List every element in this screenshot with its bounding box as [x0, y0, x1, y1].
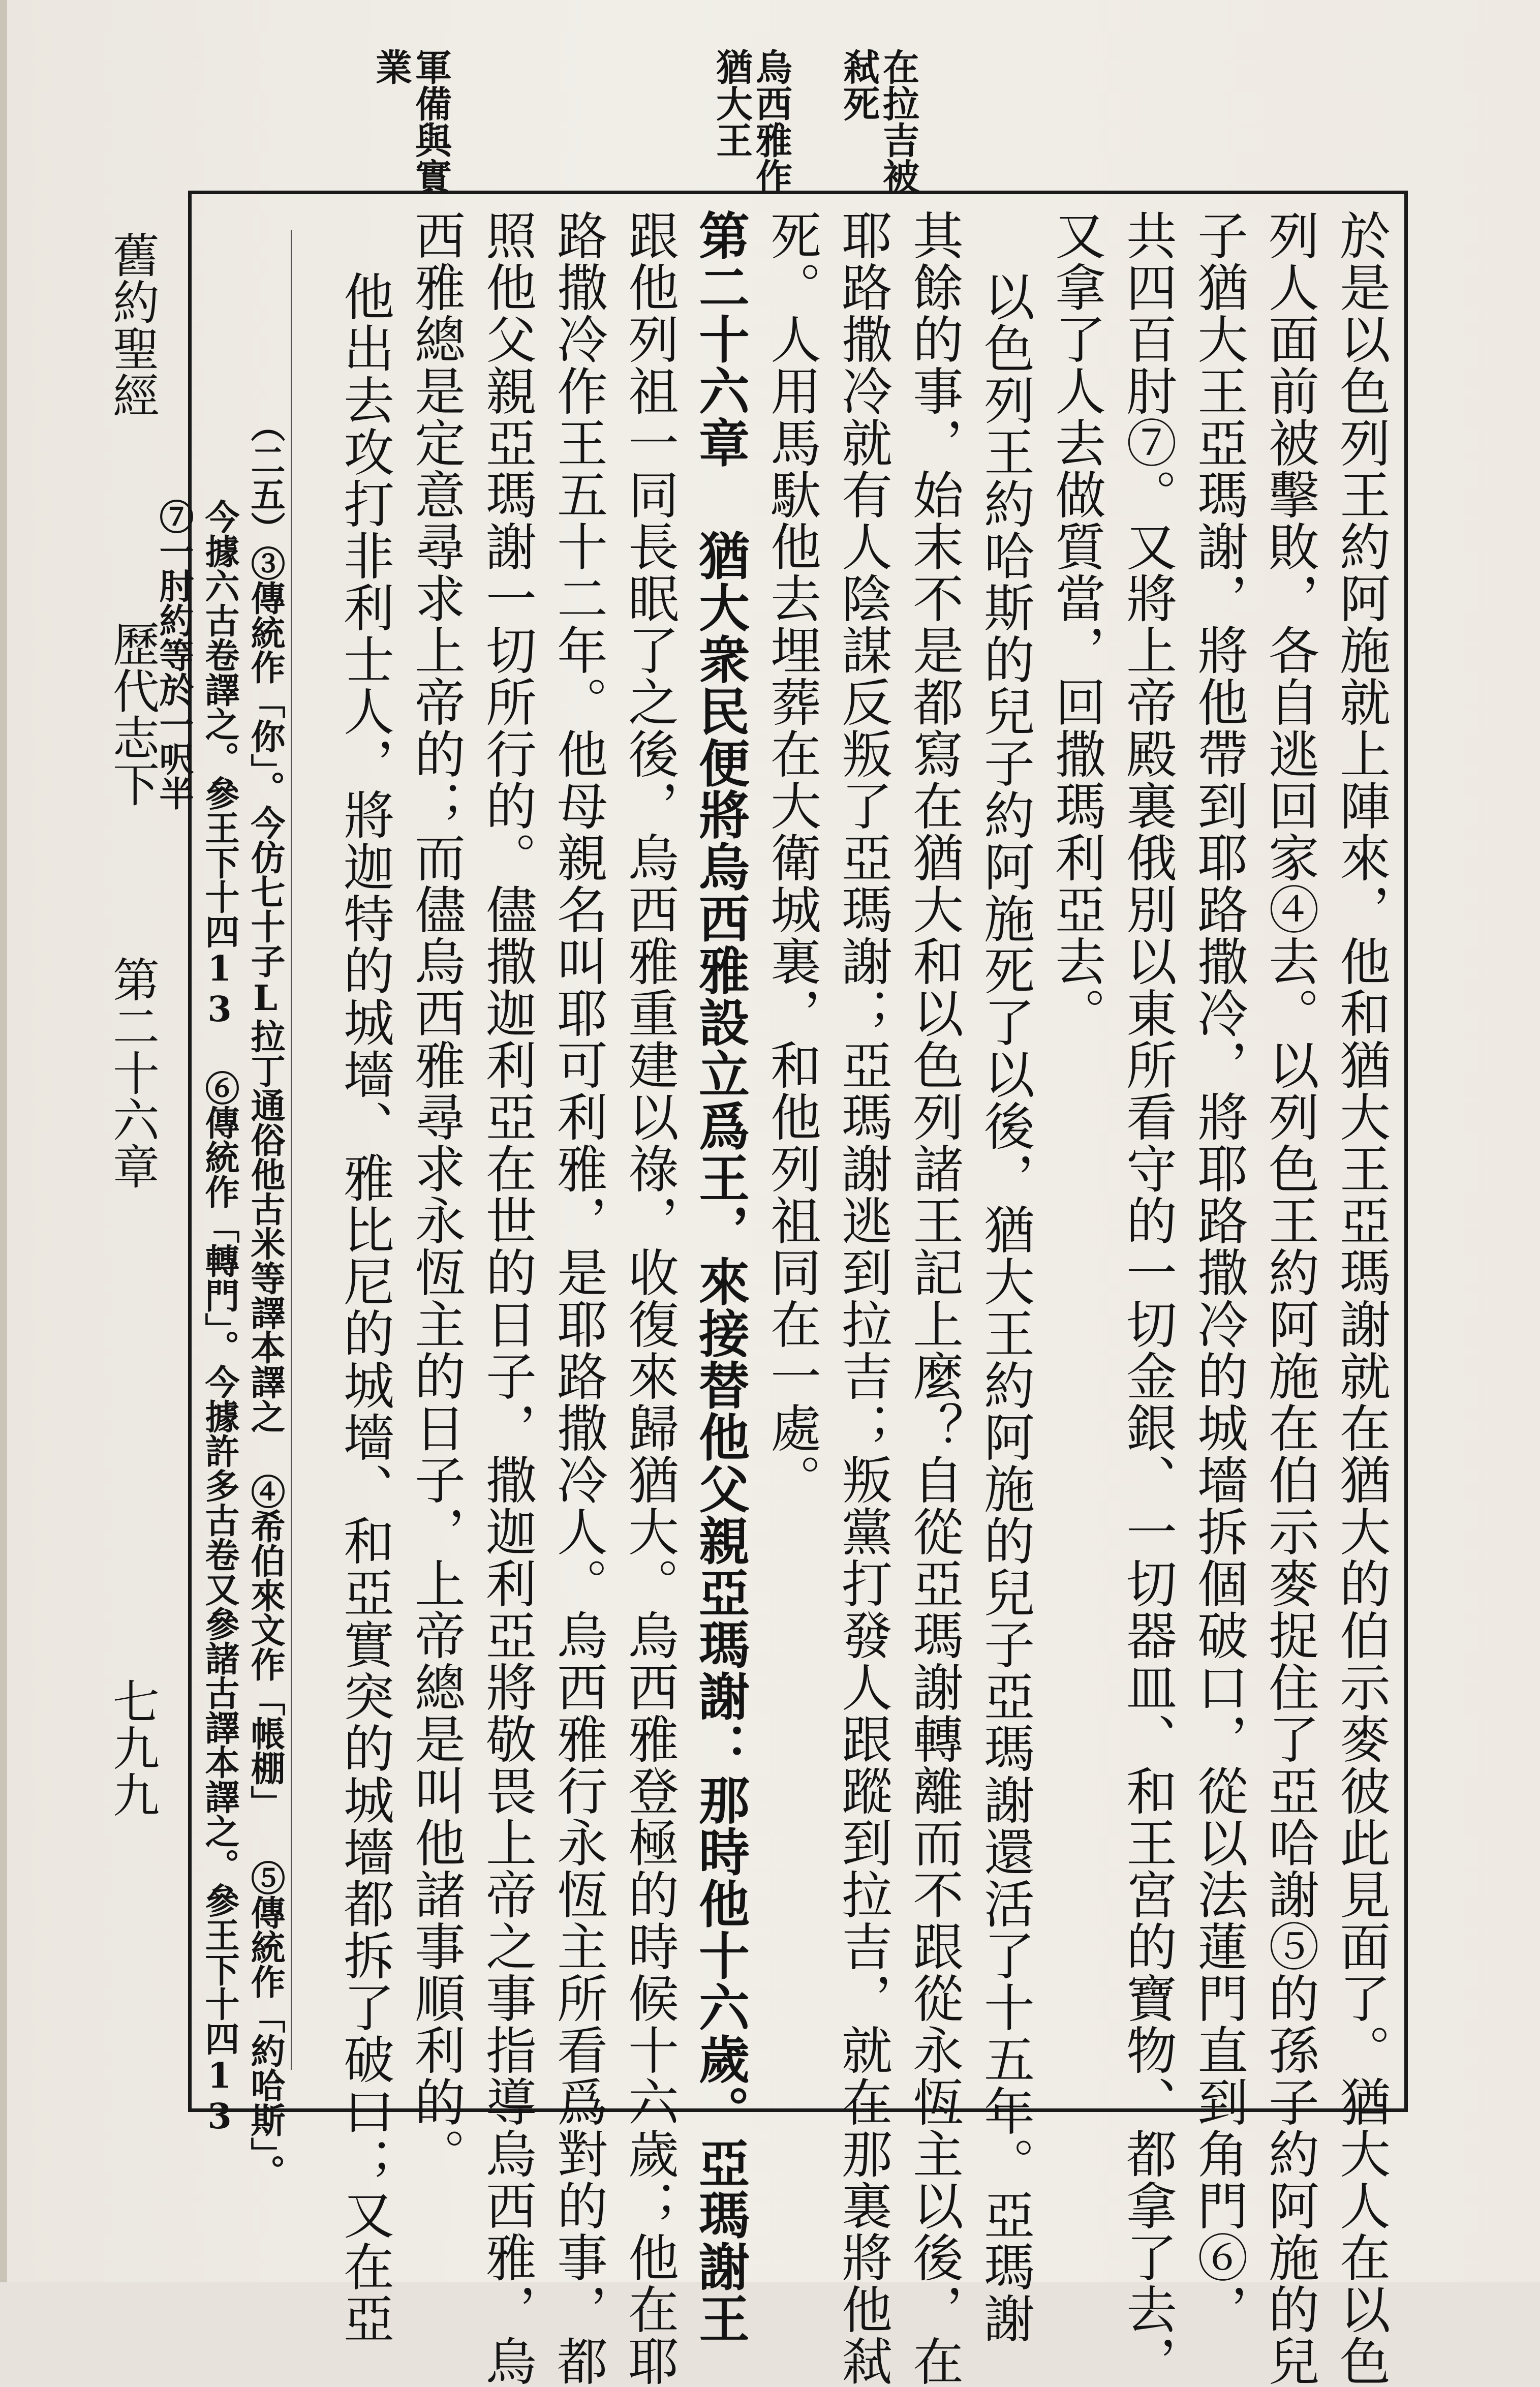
- body-column: 跟他列祖一同長眠了之後，烏西雅重建以祿，收復來歸猶大。烏西雅登極的時候十六歲；他在耶: [620, 209, 679, 2387]
- book-title: 舊約聖經: [105, 231, 160, 418]
- body-column: 他出去攻打非利士人，將迦特的城墻、雅比尼的城墻、和亞實突的城墻都拆了破口；又在亞: [335, 270, 394, 2344]
- body-column: 子猶大王亞瑪謝，將他帶到耶路撒冷，將耶路撒冷的城墻拆個破口，從以法蓮門直到角門⑥，: [1189, 209, 1248, 2335]
- margin-heading-text: 弒死: [837, 48, 880, 121]
- body-column: 耶路撒冷就有人陰謀反叛了亞瑪謝；亞瑪謝逃到拉吉；叛黨打發人跟蹤到拉吉，就在那裏將他弒: [833, 209, 892, 2387]
- margin-heading-2: [710, 48, 793, 195]
- body-column: 其餘的事，始末不是都寫在猶大和以色列諸王記上麼？自從亞瑪謝轉離而不跟從永恆主以後，在: [904, 209, 964, 2387]
- body-column: 西雅總是定意尋求上帝的；而儘烏西雅尋求永恆主的日子，上帝總是叫他諸事順利的。: [406, 209, 466, 2180]
- footnote-column: ⑦一肘約等於一呎半: [153, 499, 194, 810]
- page-number: 七九九: [105, 1677, 160, 1818]
- page-spine-edge: [0, 0, 7, 2282]
- body-column: 以色列王約哈斯的兒子約阿施死了以後，猶大王約阿施的兒子亞瑪謝還活了十五年。亞瑪謝: [975, 270, 1035, 2344]
- body-column: 於是以色列王約阿施就上陣來，他和猶大王亞瑪謝就在猶大的伯示麥彼此見面了。猶大人在以色: [1331, 209, 1391, 2387]
- body-column: 共四百肘⑦。又將上帝殿裏俄別以東所看守的一切金銀、一切器皿、和王宮的寶物、都拿了去，: [1118, 209, 1177, 2387]
- footnote-column: （二五）③傳統作「你」。今仿七十子L拉丁通俗他古米等譯本譯之 ④希伯來文作「帳棚」 ⑤傳統作「約哈斯」。: [245, 408, 286, 2189]
- body-column: 路撒冷作王五十二年。他母親名叫耶可利雅，是耶路撒冷人。烏西雅行永恆主所看爲對的事，都: [548, 209, 608, 2387]
- body-column: 死。人用馬馱他去埋葬在大衛城裏，和他列祖同在一處。: [762, 209, 821, 1506]
- body-column: 列人面前被擊敗，各自逃回家④去。以列色王約阿施在伯示麥捉住了亞哈謝⑤的孫子約阿施的兒: [1260, 209, 1319, 2387]
- section-title: 歷代志下: [105, 620, 160, 807]
- chapter-heading-column: 第二十六章 猶大衆民便將烏西雅設立爲王，來接替他父親亞瑪謝：那時他十六歲。亞瑪謝王: [690, 209, 750, 2344]
- margin-heading-text: 業: [369, 48, 413, 85]
- margin-heading-1: [837, 48, 920, 195]
- margin-heading-text: 烏西雅作: [750, 48, 793, 195]
- margin-heading-text: 猶大王: [710, 48, 753, 158]
- margin-heading-text: 在拉吉被: [877, 48, 920, 195]
- body-column: 又拿了人去做質當，回撒瑪利亞去。: [1046, 209, 1106, 1039]
- margin-heading-text: 軍備與實: [409, 48, 452, 195]
- footnote-divider: [291, 230, 292, 2070]
- chapter-label: 第二十六章: [105, 956, 160, 1189]
- text-frame: [153, 191, 1408, 2387]
- footnote-column: 今據六古卷譯之。參王下十四13 ⑥傳統作「轉門」。今據許多古卷又參諸古譯本譯之。參王下十四13: [199, 499, 240, 2137]
- margin-heading-3: [369, 48, 452, 195]
- body-column: 照他父親亞瑪謝一切所行的。儘撒迦利亞在世的日子，撒迦利亞將敬畏上帝之事指導烏西雅，烏: [477, 209, 537, 2387]
